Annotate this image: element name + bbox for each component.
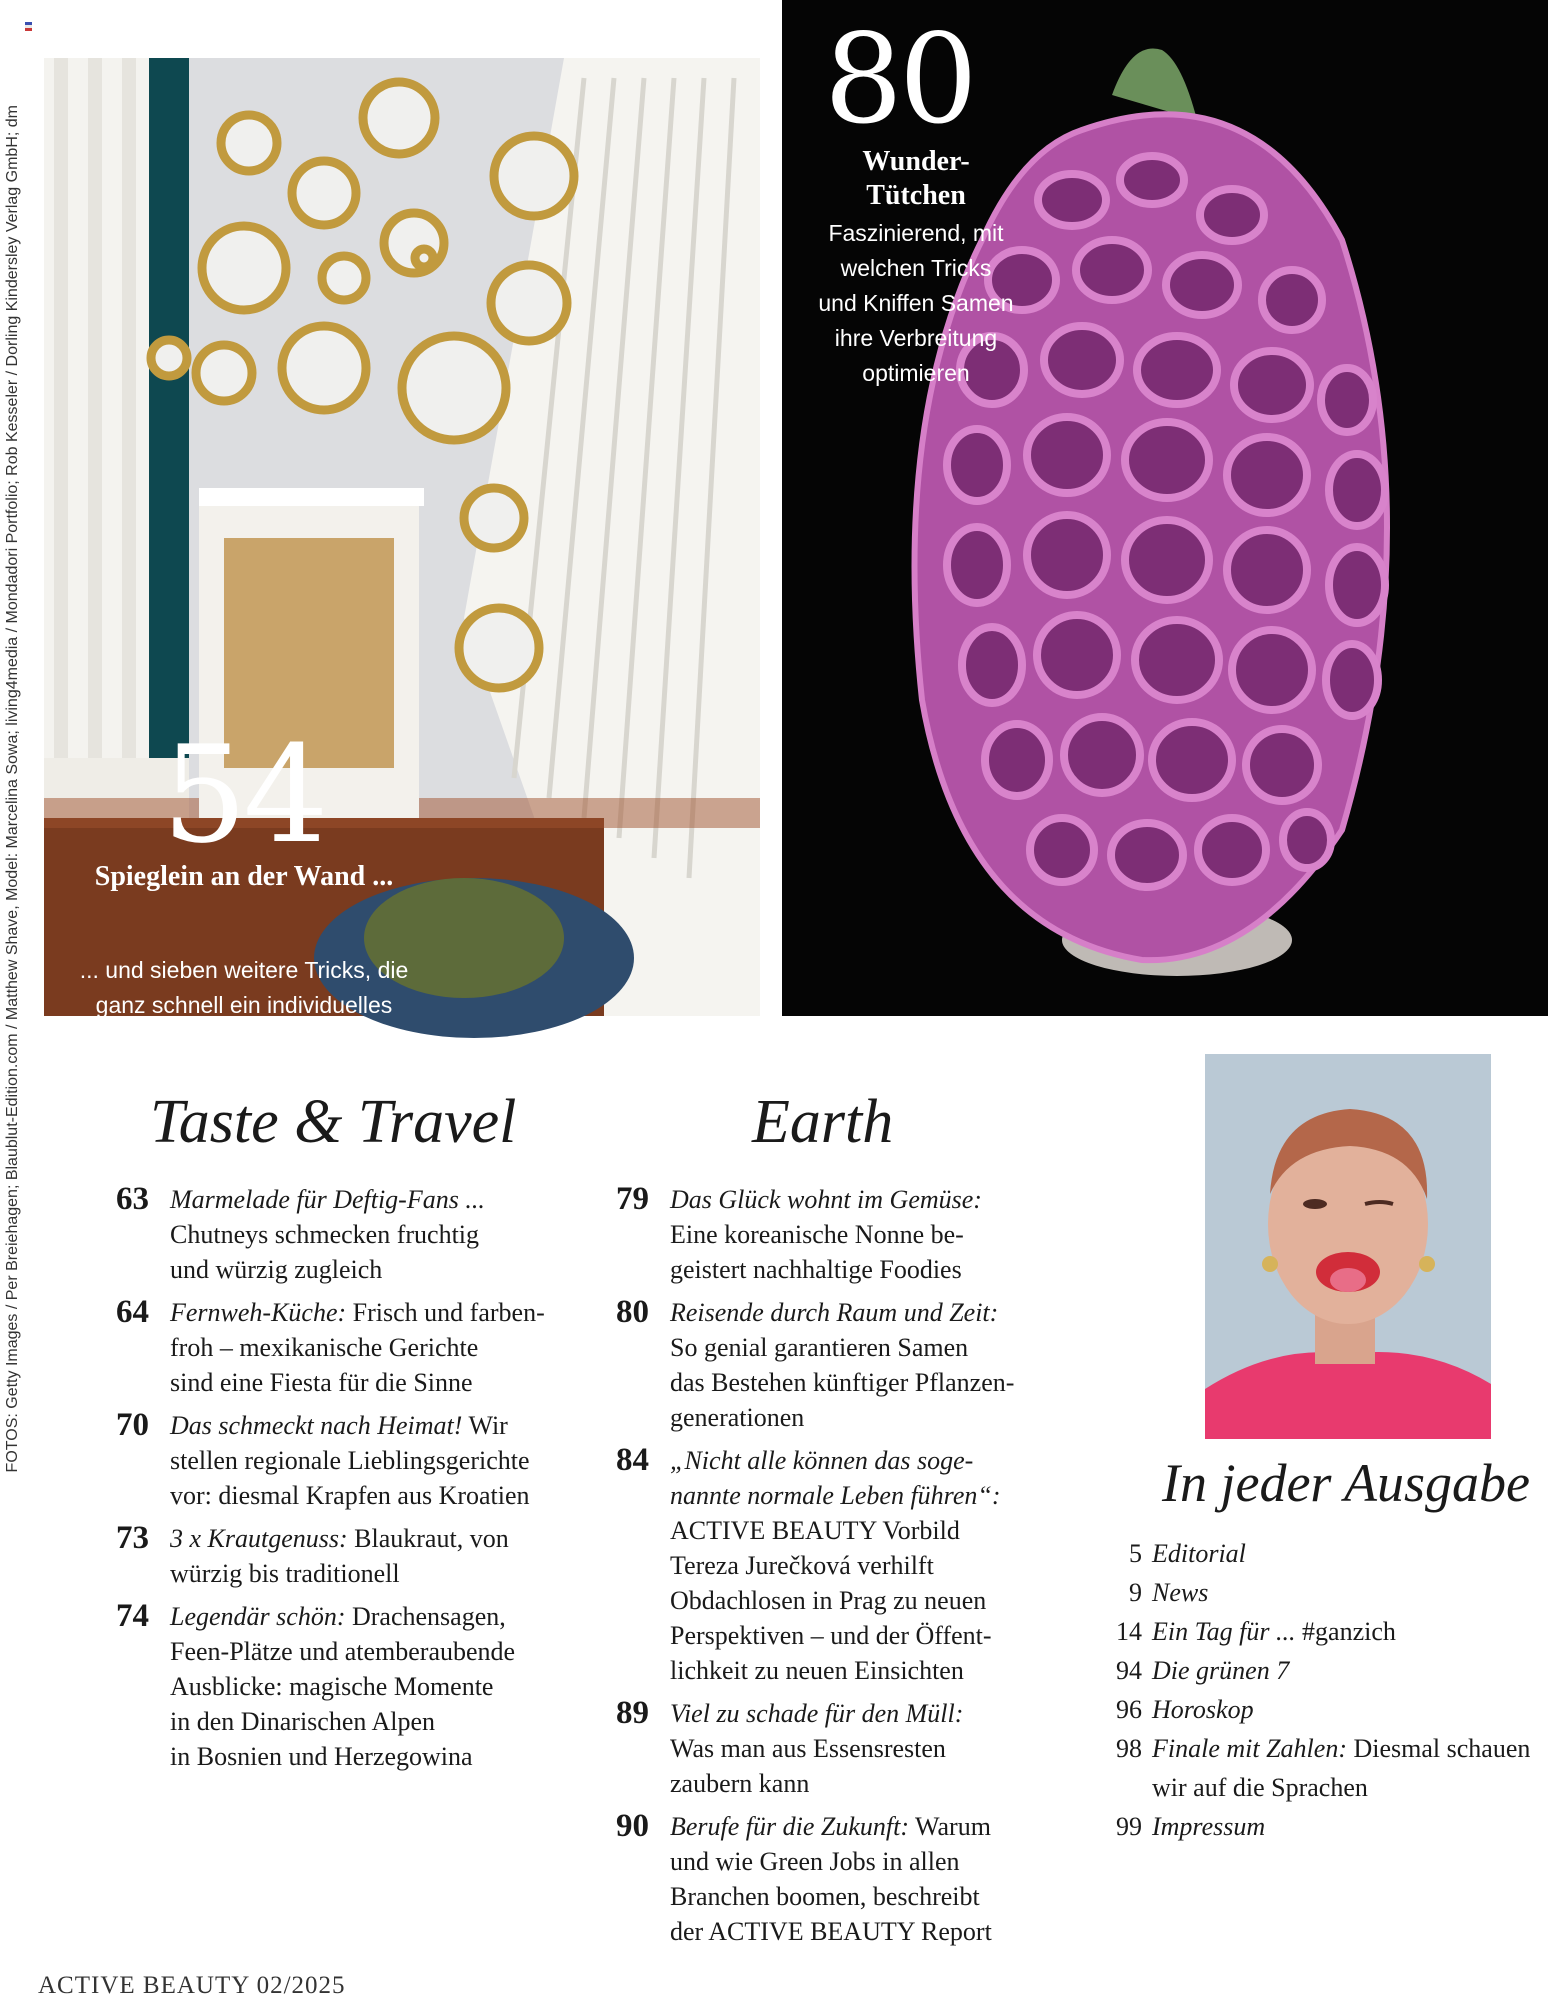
entry-text: Wir — [462, 1411, 508, 1440]
entry-line: lichkeit zu neuen Einsichten — [670, 1656, 964, 1685]
page-number: 89 — [616, 1695, 649, 1731]
entry-line: So genial garantieren Samen — [670, 1333, 969, 1362]
feature-number-54: 54 — [162, 717, 325, 873]
entry-text: Warum — [909, 1812, 991, 1841]
entry-title: Ein Tag für ... — [1152, 1617, 1296, 1646]
page-number: 96 — [1116, 1695, 1142, 1724]
page-number: 64 — [116, 1294, 149, 1330]
entry-title: News — [1152, 1578, 1209, 1607]
entry-title: Finale mit Zahlen: — [1152, 1734, 1347, 1763]
entry-text: Diesmal schauen — [1346, 1734, 1531, 1763]
toc-item[interactable] — [116, 1408, 596, 1513]
entry-title: Das Glück wohnt im Gemüse: — [670, 1185, 982, 1214]
entry-line: Branchen boomen, beschreibt — [670, 1882, 980, 1911]
toc-item[interactable] — [1112, 1690, 1568, 1729]
feature-number-80: 80 — [824, 8, 974, 152]
page-number: 14 — [1116, 1617, 1142, 1646]
entry-title: Das schmeckt nach Heimat! — [170, 1411, 463, 1440]
toc-item[interactable] — [616, 1443, 1086, 1688]
toc-item[interactable] — [116, 1521, 596, 1591]
entry-line: generationen — [670, 1403, 805, 1432]
page-number: 70 — [116, 1407, 149, 1443]
entry-line: Tereza Jurečková verhilft — [670, 1551, 934, 1580]
entry-line: und würzig zugleich — [170, 1255, 383, 1284]
entry-line: Ausblicke: magische Momente — [170, 1672, 494, 1701]
entry-line: würzig bis traditionell — [170, 1559, 400, 1588]
entry-line: zaubern kann — [670, 1769, 810, 1798]
portrait-illustration — [1205, 1054, 1491, 1439]
entry-text: #ganzich — [1295, 1617, 1396, 1646]
toc-item[interactable] — [616, 1295, 1086, 1435]
section-heading-in-jeder-ausgabe: In jeder Ausgabe — [1162, 1453, 1530, 1513]
entry-line: Was man aus Essensresten — [670, 1734, 946, 1763]
feature-title-line: Tütchen — [866, 180, 966, 211]
feature-text-line: welchen Tricks — [840, 255, 992, 281]
entry-line: Obdachlosen in Prag zu neuen — [670, 1586, 987, 1615]
feature-text-mirrors — [54, 953, 434, 1058]
entry-line: in Bosnien und Herzegowina — [170, 1742, 473, 1771]
feature-title-seeds — [758, 145, 1074, 213]
entry-line: Chutneys schmecken fruchtig — [170, 1220, 480, 1249]
toc-in-jeder-ausgabe — [1112, 1534, 1568, 1846]
toc-item[interactable] — [616, 1182, 1086, 1287]
page-number: 63 — [116, 1181, 149, 1217]
feature-text-line: ... und sieben weitere Tricks, die — [79, 957, 409, 983]
page-number: 79 — [616, 1181, 649, 1217]
entry-title: Viel zu schade für den Müll: — [670, 1699, 964, 1728]
entry-line: Feen-Plätze und atemberaubende — [170, 1637, 516, 1666]
entry-title: 3 x Krautgenuss: — [170, 1524, 348, 1553]
entry-line: und wie Green Jobs in allen — [670, 1847, 960, 1876]
feature-text-seeds — [758, 216, 1074, 391]
page-number: 9 — [1129, 1578, 1142, 1607]
feature-text-line: Faszinierend, mit — [828, 220, 1004, 246]
page-number: 74 — [116, 1598, 149, 1634]
feature-text-line: ihre Verbreitung — [834, 325, 998, 351]
entry-line: der ACTIVE BEAUTY Report — [670, 1917, 992, 1946]
page-number: 84 — [616, 1442, 649, 1478]
feature-text-line: optimieren — [862, 360, 970, 386]
toc-item[interactable] — [1112, 1534, 1568, 1573]
page-number: 94 — [1116, 1656, 1142, 1685]
page-number: 73 — [116, 1520, 149, 1556]
photo-credits: FOTOS: Getty Images / Per Breiehagen; Blaublut-Edition.com / Matthew Shave, Model: Marcelina Sowa; living4media / Mondadori Portfolio; Rob Kesseler / Dorling Kindersley Verlag GmbH; dm — [4, 105, 21, 1473]
flag-mark — [25, 22, 32, 31]
entry-title: „Nicht alle können das soge- — [670, 1446, 974, 1475]
feature-title-line: Wunder- — [862, 146, 970, 177]
issue-footer: ACTIVE BEAUTY 02/2025 — [38, 1972, 346, 1999]
entry-title: Horoskop — [1152, 1695, 1254, 1724]
toc-item[interactable] — [116, 1182, 596, 1287]
toc-item[interactable] — [1112, 1729, 1568, 1807]
toc-taste-travel — [116, 1182, 596, 1782]
entry-title: Impressum — [1152, 1812, 1266, 1841]
feature-text-line: und Kniffen Samen — [818, 290, 1014, 316]
entry-title: Berufe für die Zukunft: — [670, 1812, 910, 1841]
toc-item[interactable] — [616, 1696, 1086, 1801]
entry-line: das Bestehen künftiger Pflanzen- — [670, 1368, 1015, 1397]
entry-line: wir auf die Sprachen — [1152, 1773, 1368, 1802]
toc-item[interactable] — [116, 1295, 596, 1400]
entry-title: Reisende durch Raum und Zeit: — [670, 1298, 999, 1327]
mirrors-photo[interactable] — [44, 58, 760, 1053]
page-number: 80 — [616, 1294, 649, 1330]
section-heading-taste-travel: Taste & Travel — [150, 1088, 517, 1156]
entry-line: froh – mexikanische Gerichte — [170, 1333, 479, 1362]
entry-line: geistert nachhaltige Foodies — [670, 1255, 962, 1284]
entry-line: stellen regionale Lieblingsgerichte — [170, 1446, 530, 1475]
toc-item[interactable] — [116, 1599, 596, 1774]
entry-title: Marmelade für Deftig-Fans ... — [170, 1185, 485, 1214]
entry-line: vor: diesmal Krapfen aus Kroatien — [170, 1481, 530, 1510]
entry-title: Fernweh-Küche: — [170, 1298, 347, 1327]
entry-title: Legendär schön: — [170, 1602, 346, 1631]
toc-item[interactable] — [616, 1809, 1086, 1949]
page-number: 98 — [1116, 1734, 1142, 1763]
feature-text-line: Wohngefühl zaubern — [138, 1027, 350, 1053]
seed-photo[interactable] — [782, 0, 1548, 1016]
toc-earth — [616, 1182, 1086, 1957]
entry-title: Die grünen 7 — [1152, 1656, 1290, 1685]
feature-text-line: ganz schnell ein individuelles — [95, 992, 393, 1018]
toc-item[interactable] — [1112, 1807, 1568, 1846]
entry-line: Eine koreanische Nonne be- — [670, 1220, 964, 1249]
entry-title: Editorial — [1152, 1539, 1246, 1568]
feature-title-mirrors: Spieglein an der Wand ... — [94, 861, 394, 892]
page-number: 90 — [616, 1808, 649, 1844]
toc-item[interactable] — [1112, 1573, 1568, 1612]
portrait-photo[interactable] — [1205, 1054, 1491, 1439]
section-heading-earth: Earth — [752, 1088, 894, 1156]
entry-text: Frisch und farben- — [346, 1298, 545, 1327]
entry-text: Drachensagen, — [345, 1602, 506, 1631]
entry-line: sind eine Fiesta für die Sinne — [170, 1368, 473, 1397]
entry-text: Blaukraut, von — [347, 1524, 509, 1553]
page-number: 99 — [1116, 1812, 1142, 1841]
toc-item[interactable] — [1112, 1612, 1568, 1651]
page-number: 5 — [1129, 1539, 1142, 1568]
entry-line: Perspektiven – und der Öffent- — [670, 1621, 992, 1650]
entry-line: in den Dinarischen Alpen — [170, 1707, 435, 1736]
toc-item[interactable] — [1112, 1651, 1568, 1690]
entry-line: ACTIVE BEAUTY Vorbild — [670, 1516, 960, 1545]
entry-line: nannte normale Leben führen“: — [670, 1481, 1001, 1510]
